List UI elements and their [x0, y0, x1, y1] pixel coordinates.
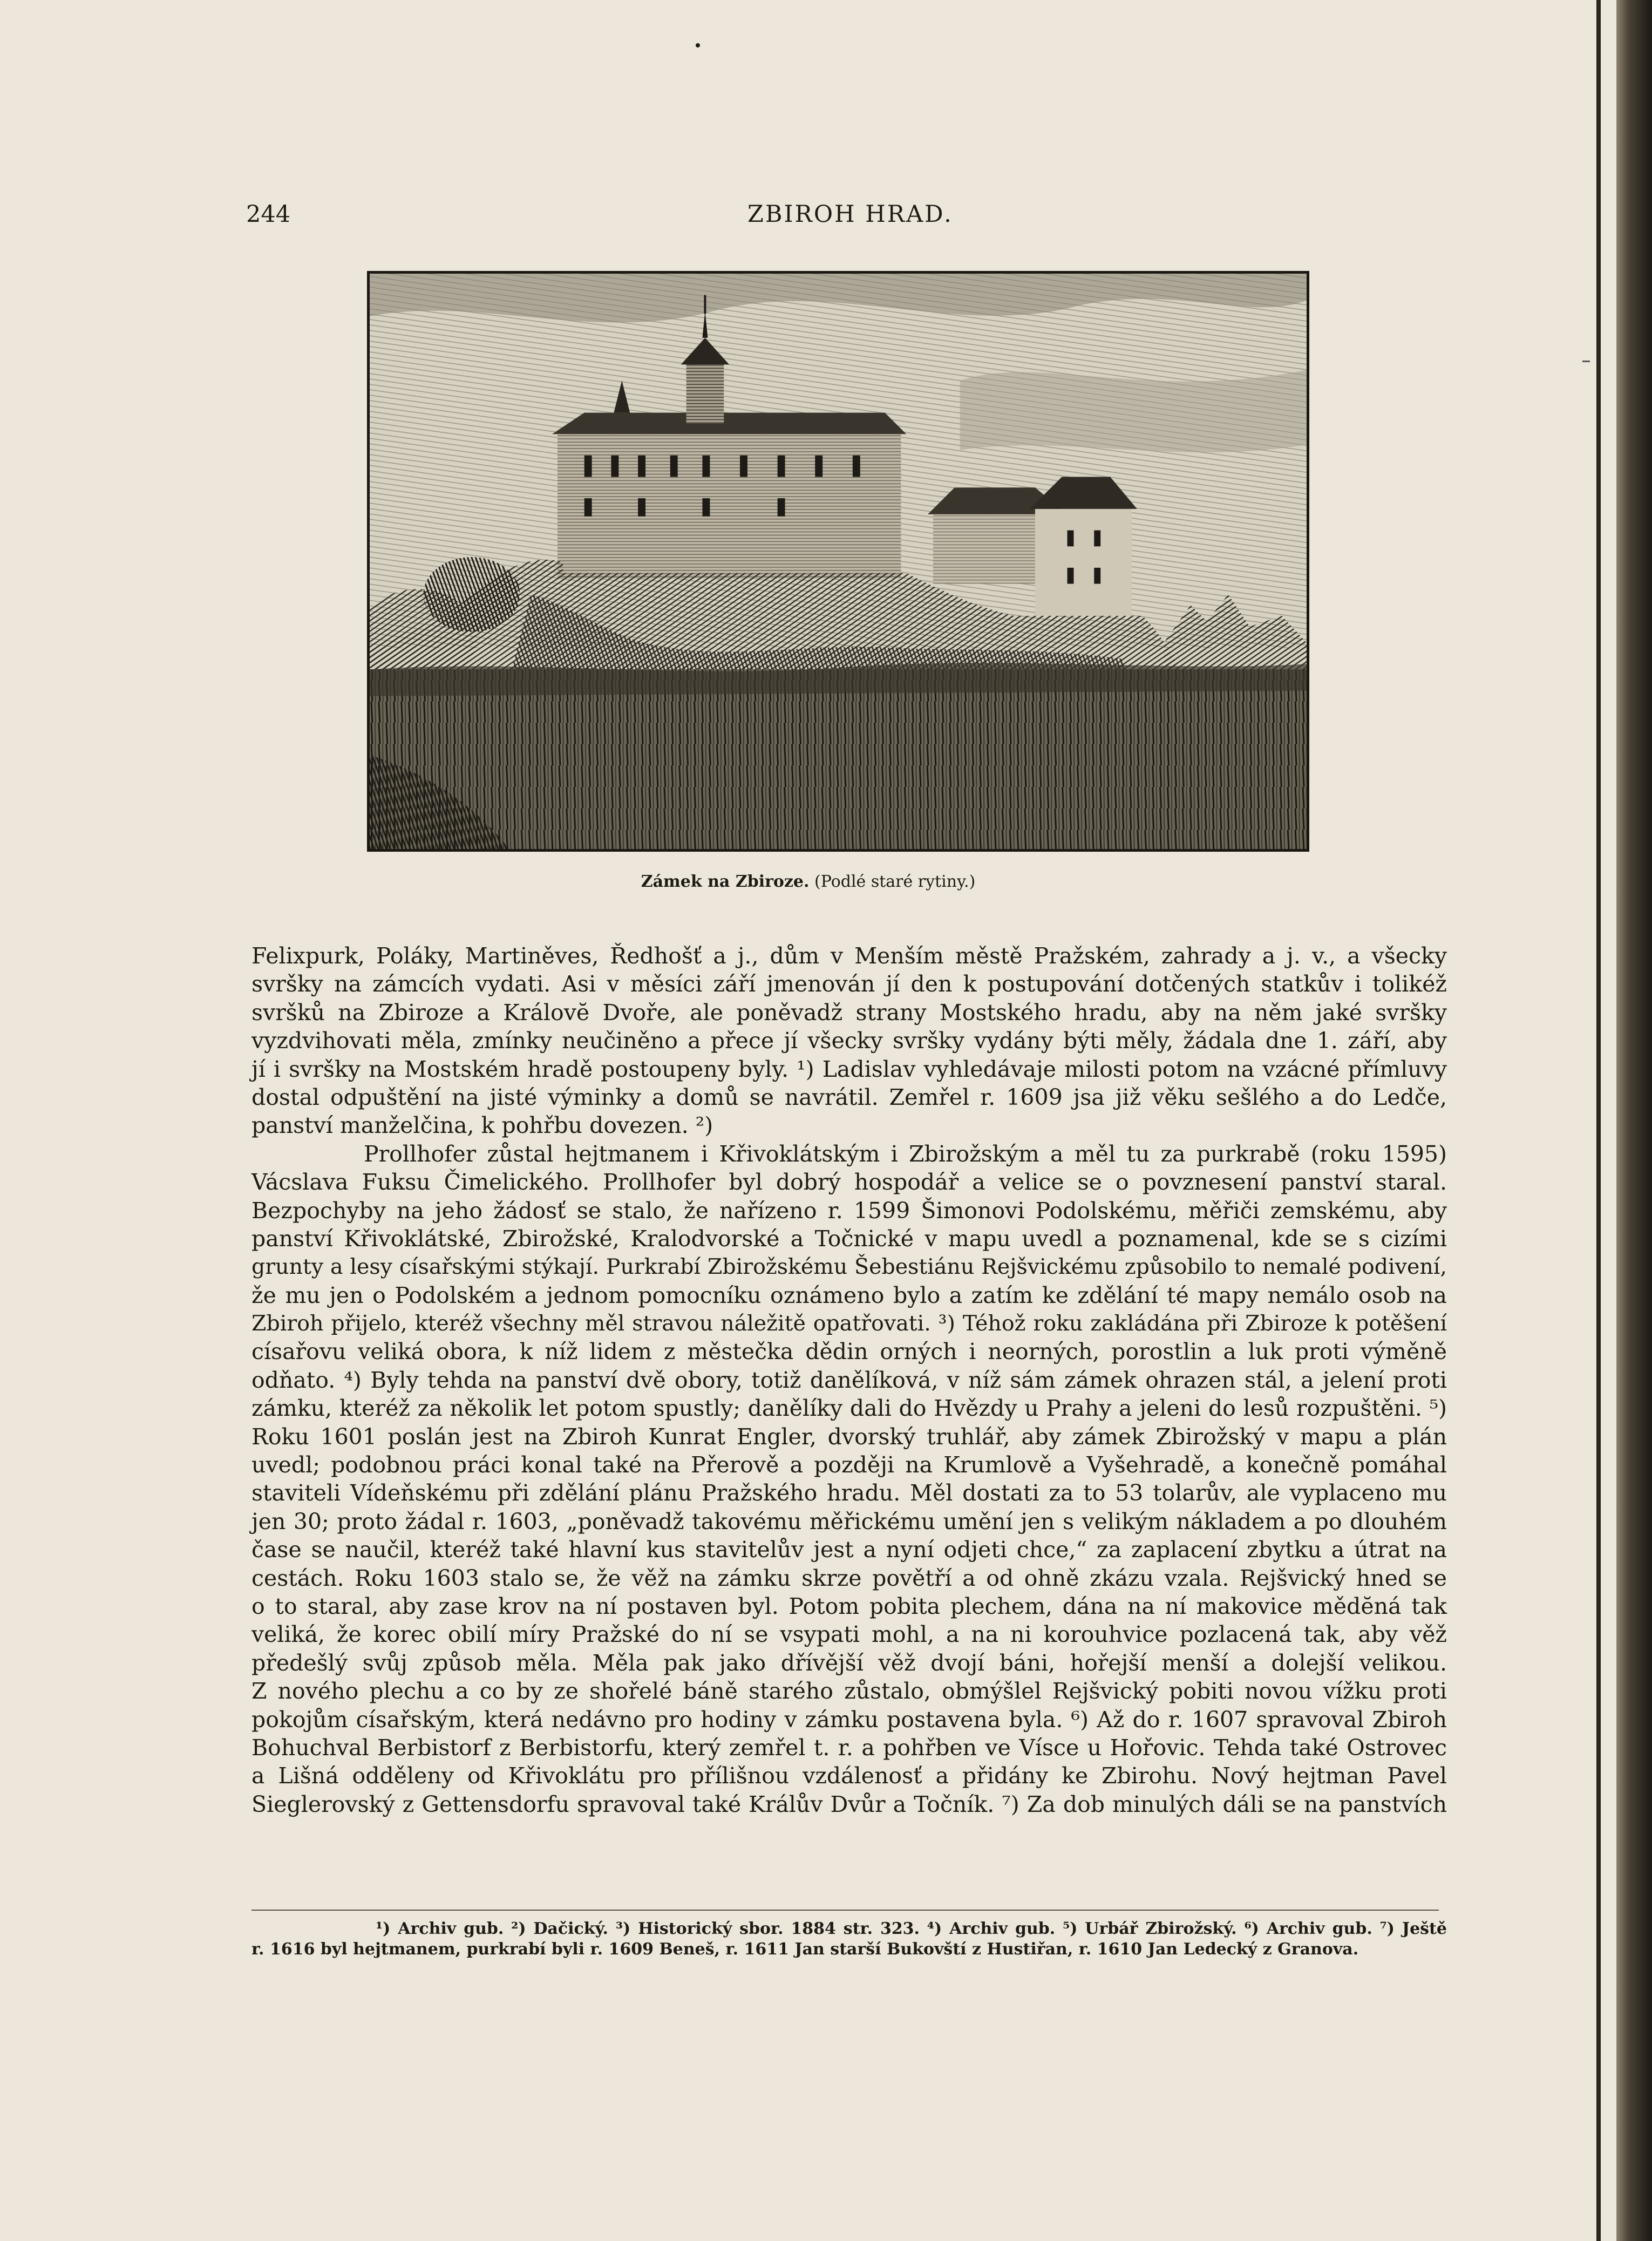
footnote-line: r. 1616 byl hejtmanem, purkrabí byli r. 1609 Beneš, r. 1611 Jan starší Bukovští z Hustiřan, r. 1610 Jan Ledecký z Granova.	[251, 1940, 1359, 1959]
text-line: Bezpochyby na jeho žádosť se stalo, že nařízeno r. 1599 Šimonovi Podolskému, měřiči zemskému, aby	[251, 1197, 1447, 1224]
text-line: a Lišná odděleny od Křivoklátu pro přílišnou vzdálenosť a přidány ke Zbirohu. Nový hejtman Pavel	[251, 1763, 1447, 1789]
text-line: cestách. Roku 1603 stalo se, že věž na zámku skrze povětří a od ohně zkázu vzala. Rejšvický hned se	[251, 1565, 1447, 1591]
text-line: panství Křivoklátské, Zbirožské, Kralodvorské a Točnické v mapu uvedl a poznamenal, kde se s cizími	[251, 1225, 1447, 1252]
running-title: ZBIROH HRAD.	[747, 201, 953, 228]
text-line: grunty a lesy císařskými stýkají. Purkrabí Zbirožskému Šebestiánu Rejšvickému způsobilo to nemalé podivení,	[251, 1254, 1447, 1280]
text-line: Z nového plechu a co by ze shořelé báně starého zůstalo, obmýšlel Rejšvický pobiti novou vížku proti	[251, 1678, 1447, 1704]
text-line: předešlý svůj způsob měla. Měla pak jako dřívější věž dvojí báni, hořejší menší a dolejší velikou.	[251, 1649, 1447, 1676]
text-line: odňato. ⁴) Byly tehda na panství dvě obory, totiž danělíková, v níž sám zámek ohrazen stál, a jelení proti	[251, 1367, 1447, 1393]
text-line: Sieglerovský z Gettensdorfu spravoval také Králův Dvůr a Točník. ⁷) Za dob minulých dáli se na panstvích	[251, 1791, 1447, 1817]
text-line: Zbiroh přijelo, kteréž všechny měl stravou náležitě opatřovati. ³) Téhož roku zakládána při Zbiroze k potěšení	[251, 1311, 1447, 1336]
print-speck	[696, 43, 700, 47]
castle-engraving-plate	[367, 271, 1309, 852]
text-line: uvedl; podobnou práci konal také na Přerově a později na Krumlově a Vyšehradě, a konečně pomáhal	[251, 1452, 1447, 1478]
footnote-rule	[251, 1910, 1439, 1911]
text-line: panství manželčina, k pohřbu dovezen. ²)	[251, 1112, 713, 1139]
page-number: 244	[246, 201, 291, 228]
text-line: čase se naučil, kteréž také hlavní kus stavitelův jest a nyní odjeti chce,“ za zaplacení zbytku a útrat na	[251, 1537, 1447, 1563]
engraving-castle-on-rock-icon	[370, 274, 1307, 849]
footnotes	[251, 1919, 1447, 1960]
text-line: Vácslava Fuksu Čimelického. Prollhofer byl dobrý hospodář a velice se o povznesení panství staral.	[251, 1169, 1447, 1196]
figure-caption	[0, 872, 1616, 891]
text-line: svršky na zámcích vydati. Asi v měsíci září jmenován jí den k postupování dotčených statkův i tolikéž	[251, 971, 1447, 997]
text-line: dostal odpuštění na jisté výminky a domů se navrátil. Zemřel r. 1609 jsa již věku sešlého a do Ledče,	[251, 1084, 1447, 1110]
body-text	[251, 942, 1447, 1818]
text-line: zámku, kteréž za několik let potom spustly; danělíky dali do Hvězdy u Prahy a jeleni do lesů rozpuštěni. ⁵)	[251, 1395, 1447, 1422]
text-line: staviteli Vídeňskému při zdělání plánu Pražského hradu. Měl dostati za to 53 tolarův, ale vyplaceno mu	[251, 1480, 1447, 1506]
binding-edge	[1596, 0, 1601, 2241]
caption-note: (Podlé staré rytiny.)	[814, 872, 976, 891]
text-line: o to staral, aby zase krov na ní postaven byl. Potom pobita plechem, dána na ní makovice mědĕná tak	[251, 1593, 1447, 1619]
text-line: Bohuchval Berbistorf z Berbistorfu, který zemřel t. r. a pohřben ve Vísce u Hořovic. Tehda také Ostrovec	[251, 1734, 1447, 1761]
paragraph-start-line: Prollhofer zůstal hejtmanem i Křivoklátským i Zbirožským a měl tu za purkrabě (roku 1595)	[364, 1140, 1447, 1167]
text-line: svršků na Zbiroze a Královĕ Dvoře, ale poněvadž strany Mostského hradu, aby na něm jaké svršky	[251, 999, 1447, 1026]
text-line: Felixpurk, Poláky, Martiněves, Ředhošť a j., dům v Menším městě Pražském, zahrady a j. v., a všecky	[251, 943, 1447, 969]
text-line: císařovu veliká obora, k níž lidem z městečka dědin orných i neorných, porostlin a luk proti výměně	[251, 1339, 1447, 1365]
text-line: jí i svršky na Mostském hradě postoupeny byly. ¹) Ladislav vyhledávaje milosti potom na vzácné přímluvy	[251, 1056, 1447, 1082]
book-binding	[1616, 0, 1652, 2241]
text-line: pokojům císařským, která nedávno pro hodiny v zámku postavena byla. ⁶) Až do r. 1607 spravoval Zbiroh	[251, 1706, 1447, 1733]
text-line: jen 30; proto žádal r. 1603, „poněvadž takovému měřickému umění jen s velikým nákladem a po dlouhém	[251, 1508, 1447, 1534]
footnote-line: ¹) Archiv gub. ²) Dačický. ³) Historický sbor. 1884 str. 323. ⁴) Archiv gub. ⁵) Urbář Zbirožský. ⁶) Archiv gub. ⁷) Ještě	[376, 1919, 1447, 1938]
text-line: Roku 1601 poslán jest na Zbiroh Kunrat Engler, dvorský truhlář, aby zámek Zbirožský v mapu a plán	[251, 1423, 1447, 1450]
text-line: veliká, že korec obilí míry Pražské do ní se vsypati mohl, a na ni korouhvice pozlacená tak, aby věž	[251, 1621, 1447, 1648]
text-line: že mu jen o Podolském a jednom pomocníku oznámeno bylo a zatím ke zdělání té mapy nemálo osob na	[251, 1282, 1447, 1308]
caption-title: Zámek na Zbiroze.	[641, 872, 810, 891]
text-line: vyzdvihovati měla, zmínky neučiněno a přece jí všecky svršky vydány býti měly, žádala dne 1. září, aby	[251, 1028, 1447, 1054]
margin-mark	[1582, 361, 1590, 362]
